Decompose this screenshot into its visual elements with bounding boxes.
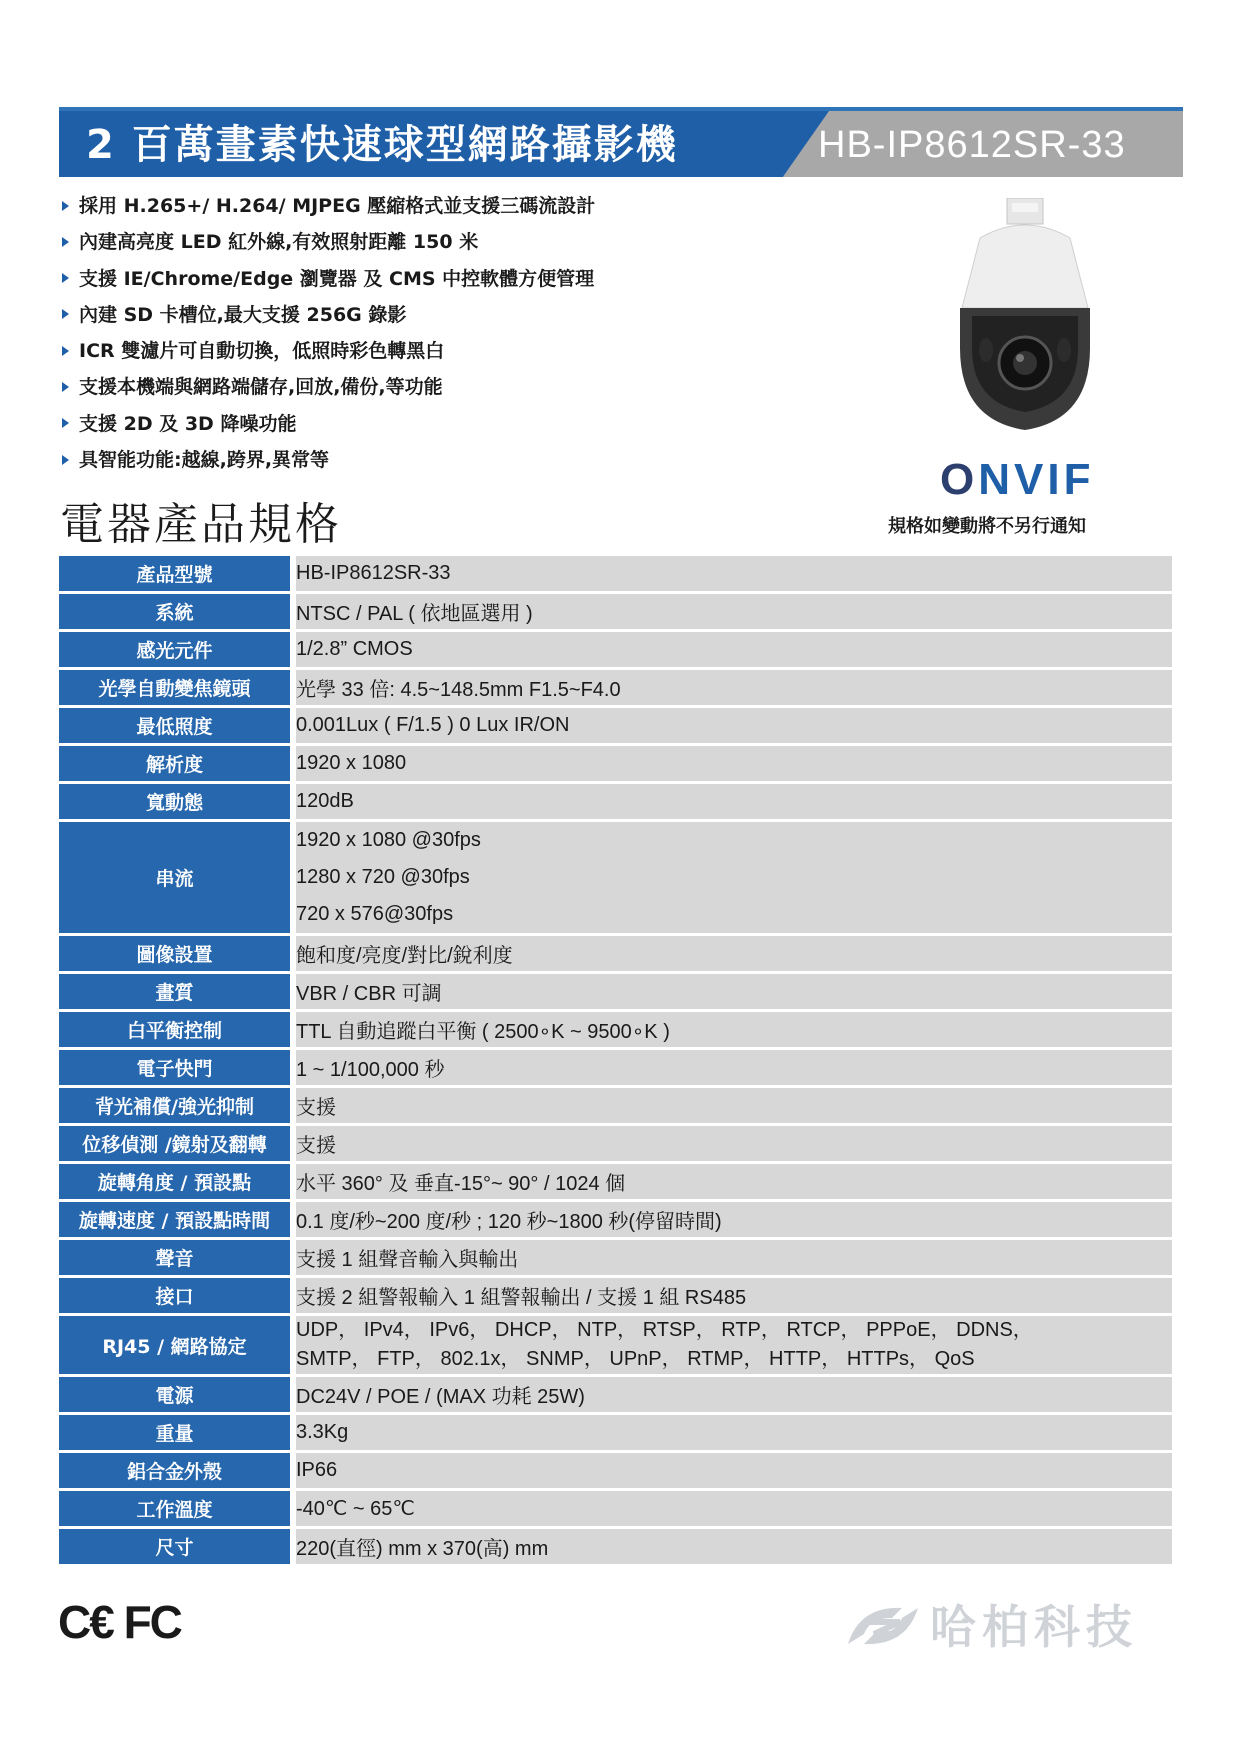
spec-label: 重量 (59, 1415, 296, 1450)
spec-row (59, 1202, 1172, 1237)
spec-row (59, 1050, 1172, 1085)
spec-value: NTSC / PAL ( 依地區選用 ) (296, 594, 1172, 629)
bullet-triangle-icon (62, 382, 69, 392)
bullet-triangle-icon (62, 418, 69, 428)
spec-row (59, 746, 1172, 781)
feature-item (60, 442, 595, 478)
spec-row (59, 1529, 1172, 1564)
spec-row (59, 822, 1172, 933)
spec-value: 0.1 度/秒~200 度/秒 ; 120 秒~1800 秒(停留時間) (296, 1202, 1172, 1237)
spec-value: 水平 360° 及 垂直-15°~ 90° / 1024 個 (296, 1164, 1172, 1199)
spec-label: 系統 (59, 594, 296, 629)
spec-label: 旋轉角度 / 預設點 (59, 1164, 296, 1199)
feature-text: 支援本機端與網路端儲存,回放,備份,等功能 (79, 376, 443, 399)
feature-text: 支援 2D 及 3D 降噪功能 (79, 412, 297, 435)
spec-label: 產品型號 (59, 556, 296, 591)
product-title: 2 百萬畫素快速球型網路攝影機 (86, 122, 678, 168)
spec-value: DC24V / POE / (MAX 功耗 25W) (296, 1377, 1172, 1412)
spec-label: 解析度 (59, 746, 296, 781)
spec-row (59, 1415, 1172, 1450)
spec-value: 支援 1 組聲音輸入與輸出 (296, 1240, 1172, 1275)
spec-label: 光學自動變焦鏡頭 (59, 670, 296, 705)
brand-watermark (840, 1596, 1170, 1658)
feature-item (60, 297, 595, 333)
feature-text: 內建 SD 卡槽位,最大支援 256G 錄影 (79, 303, 407, 326)
feature-text: 具智能功能:越線,跨界,異常等 (79, 449, 330, 472)
spec-label: 接口 (59, 1278, 296, 1313)
spec-row (59, 1240, 1172, 1275)
spec-row (59, 1316, 1172, 1374)
spec-value-line: UDP， IPv4， IPv6， DHCP， NTP， RTSP， RTP， RTCP， PPPoE， DDNS， (296, 1319, 1033, 1341)
spec-label: 位移偵測 /鏡射及翻轉 (59, 1126, 296, 1161)
feature-item (60, 224, 595, 260)
spec-row (59, 1377, 1172, 1412)
spec-label: 感光元件 (59, 632, 296, 667)
feature-text: 採用 H.265+/ H.264/ MJPEG 壓縮格式並支援三碼流設計 (79, 195, 596, 217)
spec-label: 旋轉速度 / 預設點時間 (59, 1202, 296, 1237)
spec-row (59, 1491, 1172, 1526)
spec-value: 光學 33 倍: 4.5~148.5mm F1.5~F4.0 (296, 670, 1172, 705)
feature-text: 內建高亮度 LED 紅外線,有效照射距離 150 米 (79, 231, 479, 254)
spec-label: 聲音 (59, 1240, 296, 1275)
feature-text: 支援 IE/Chrome/Edge 瀏覽器 及 CMS 中控軟體方便管理 (79, 267, 595, 290)
spec-value-line: 720 x 576@30fps (296, 903, 454, 925)
spec-label: 背光補償/強光抑制 (59, 1088, 296, 1123)
spec-value: 支援 (296, 1088, 1172, 1123)
feature-item (60, 261, 595, 297)
feature-list (60, 188, 595, 478)
spec-value: 支援 2 組警報輸入 1 組警報輸出 / 支援 1 組 RS485 (296, 1278, 1172, 1313)
spec-value: HB-IP8612SR-33 (296, 556, 1172, 591)
spec-label: 圖像設置 (59, 936, 296, 971)
spec-value: 1 ~ 1/100,000 秒 (296, 1050, 1172, 1085)
spec-row (59, 1453, 1172, 1488)
spec-value: 支援 (296, 1126, 1172, 1161)
section-title: 電器產品規格 (60, 499, 342, 550)
spec-row (59, 1278, 1172, 1313)
spec-value (296, 822, 1172, 933)
spec-row (59, 556, 1172, 591)
bullet-triangle-icon (62, 201, 69, 211)
certification-logos: C€ FC (58, 1596, 181, 1648)
spec-label: 白平衡控制 (59, 1012, 296, 1047)
spec-row (59, 974, 1172, 1009)
spec-label: 電子快門 (59, 1050, 296, 1085)
spec-label: 最低照度 (59, 708, 296, 743)
spec-value: 1/2.8” CMOS (296, 632, 1172, 667)
spec-row (59, 1126, 1172, 1161)
spec-label: 尺寸 (59, 1529, 296, 1564)
spec-value-line: 1280 x 720 @30fps (296, 866, 470, 888)
spec-row (59, 784, 1172, 819)
feature-text: ICR 雙濾片可自動切換，低照時彩色轉黑白 (79, 340, 445, 363)
spec-row (59, 708, 1172, 743)
spec-row (59, 632, 1172, 667)
product-model: HB-IP8612SR-33 (818, 124, 1126, 166)
brand-logo-icon (840, 1600, 926, 1652)
spec-row (59, 1012, 1172, 1047)
spec-value: 3.3Kg (296, 1415, 1172, 1450)
spec-label: 寬動態 (59, 784, 296, 819)
spec-value: 1920 x 1080 (296, 746, 1172, 781)
spec-row (59, 936, 1172, 971)
spec-value-line: SMTP， FTP， 802.1x， SNMP， UPnP， RTMP， HTTP， HTTPs， QoS (296, 1348, 975, 1370)
bullet-triangle-icon (62, 273, 69, 283)
onvif-logo: ONVIF (940, 455, 1095, 504)
spec-row (59, 1164, 1172, 1199)
spec-value (296, 1316, 1172, 1374)
brand-name: 哈柏科技 (930, 1600, 1138, 1654)
spec-value: IP66 (296, 1453, 1172, 1488)
spec-row (59, 594, 1172, 629)
spec-label: 電源 (59, 1377, 296, 1412)
spec-table (59, 553, 1172, 1567)
spec-value: 220(直徑) mm x 370(高) mm (296, 1529, 1172, 1564)
camera-image (950, 198, 1100, 448)
spec-label: 串流 (59, 822, 296, 933)
spec-row (59, 670, 1172, 705)
spec-value: -40℃ ~ 65℃ (296, 1491, 1172, 1526)
spec-value: 0.001Lux ( F/1.5 ) 0 Lux IR/ON (296, 708, 1172, 743)
feature-item (60, 188, 595, 224)
spec-label: RJ45 / 網路協定 (59, 1316, 296, 1374)
spec-value: TTL 自動追蹤白平衡 ( 2500∘K ~ 9500∘K ) (296, 1012, 1172, 1047)
bullet-triangle-icon (62, 346, 69, 356)
bullet-triangle-icon (62, 455, 69, 465)
spec-label: 工作溫度 (59, 1491, 296, 1526)
spec-change-notice: 規格如變動將不另行通知 (888, 516, 1086, 537)
feature-item (60, 406, 595, 442)
feature-item (60, 369, 595, 405)
spec-row (59, 1088, 1172, 1123)
bullet-triangle-icon (62, 309, 69, 319)
spec-value: 飽和度/亮度/對比/銳利度 (296, 936, 1172, 971)
spec-label: 畫質 (59, 974, 296, 1009)
feature-item (60, 333, 595, 369)
spec-value: 120dB (296, 784, 1172, 819)
bullet-triangle-icon (62, 237, 69, 247)
spec-label: 鋁合金外殼 (59, 1453, 296, 1488)
spec-value: VBR / CBR 可調 (296, 974, 1172, 1009)
spec-value-line: 1920 x 1080 @30fps (296, 829, 481, 851)
